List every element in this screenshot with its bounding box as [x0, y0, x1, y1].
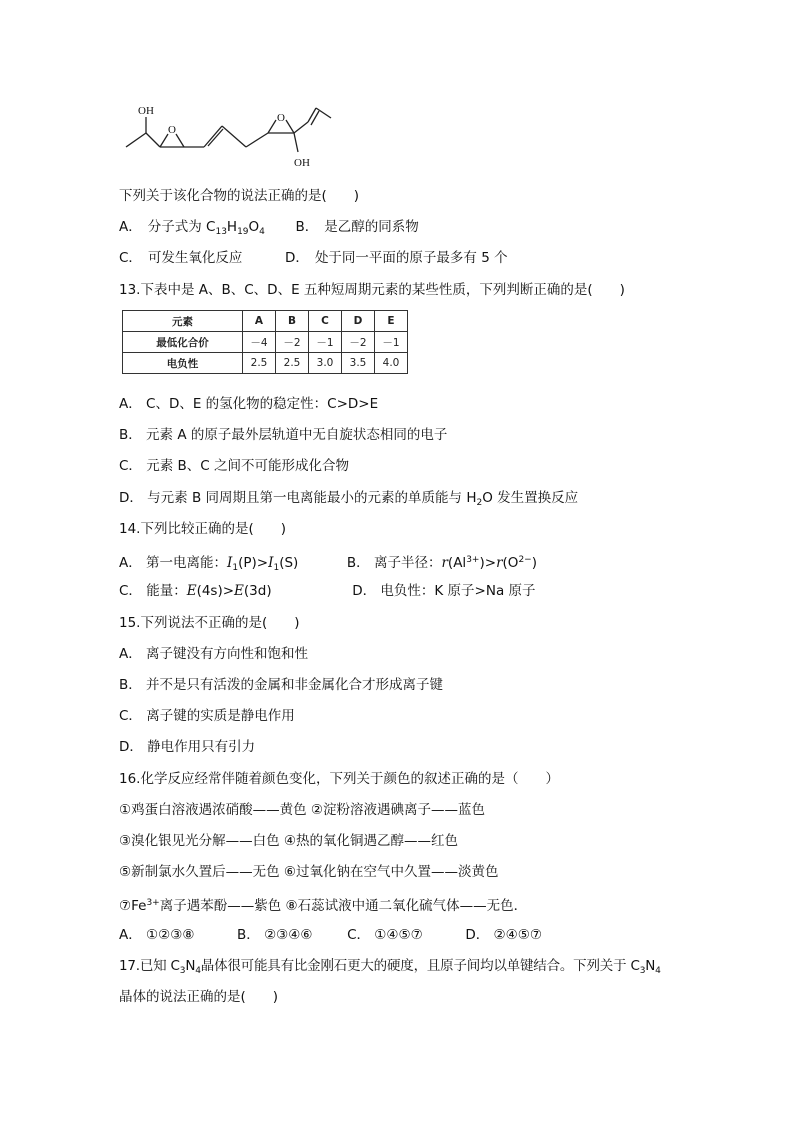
q16-option-a[interactable]: A． ①②③⑧ — [119, 927, 195, 943]
table-cell: 2.5 — [243, 353, 276, 374]
q16-statement-line: ①鸡蛋白溶液遇浓硝酸——黄色 ②淀粉溶液遇碘离子——蓝色 — [119, 802, 485, 818]
structural-formula — [118, 100, 338, 175]
table-header-cell: 元素 — [123, 311, 243, 332]
q15-option-b[interactable]: B． 并不是只有活泼的金属和非金属化合才形成离子键 — [119, 677, 444, 693]
table-cell: －2 — [276, 332, 309, 353]
epoxide-oxygen-1: O — [168, 124, 176, 136]
table-row — [123, 332, 408, 353]
oh-label-bottom: OH — [294, 157, 310, 169]
oh-label-top: OH — [138, 105, 154, 117]
q12-option-d[interactable]: D． 处于同一平面的原子最多有 5 个 — [285, 250, 508, 266]
table-header-row — [123, 311, 408, 332]
table-cell: 4.0 — [375, 353, 408, 374]
epoxide-oxygen-2: O — [277, 112, 285, 124]
table-header-cell: E — [375, 311, 408, 332]
q15-option-c[interactable]: C． 离子键的实质是静电作用 — [119, 708, 295, 724]
q13-option-a[interactable]: A． C、D、E 的氢化物的稳定性：C>D>E — [119, 396, 379, 412]
q16-statement-line: ⑤新制氯水久置后——无色 ⑥过氧化钠在空气中久置——淡黄色 — [119, 864, 499, 880]
q17-stem-line1: 17.已知 $C_3N_4$晶体很可能具有比金刚石更大的硬度，且原子间均以单键结合。下列关于 $C_3N_4$ — [119, 958, 661, 976]
q13-option-d[interactable]: D． 与元素 B 同周期且第一电离能最小的元素的单质能与 $H_2O$ 发生置换反应 — [119, 490, 579, 508]
q12-options-cd — [119, 249, 508, 267]
q15-stem: 15.下列说法不正确的是( ) — [119, 615, 300, 631]
q13-stem: 13.下表中是 A、B、C、D、E 五种短周期元素的某些性质，下列判断正确的是( ) — [119, 282, 625, 298]
q14-option-c[interactable]: C． 能量：E(4s)>E(3d) — [119, 583, 272, 599]
table-header-cell: D — [342, 311, 375, 332]
q13-option-b[interactable]: B． 元素 A 的原子最外层轨道中无自旋状态相同的电子 — [119, 427, 448, 443]
q16-statement-line: $⑦Fe^{3+}$离子遇苯酚——紫色 ⑧石蕊试液中通二氧化硫气体——无色． — [119, 898, 528, 914]
table-header-cell: A — [243, 311, 276, 332]
table-cell: 3.5 — [342, 353, 375, 374]
q16-stem: 16.化学反应经常伴随着颜色变化，下列关于颜色的叙述正确的是（ ） — [119, 771, 559, 787]
q13-option-c[interactable]: C． 元素 B、C 之间不可能形成化合物 — [119, 458, 349, 474]
q14-options-cd — [119, 582, 536, 600]
q16-statement-line: ③溴化银见光分解——白色 ④热的氧化铜遇乙醇——红色 — [119, 833, 458, 849]
table-cell: 3.0 — [309, 353, 342, 374]
q14-stem: 14.下列比较正确的是( ) — [119, 521, 287, 537]
table-row — [123, 353, 408, 374]
table-cell: －1 — [375, 332, 408, 353]
table-row-label: 电负性 — [123, 353, 243, 374]
q15-option-a[interactable]: A． 离子键没有方向性和饱和性 — [119, 646, 309, 662]
q12-option-c[interactable]: C． 可发生氧化反应 — [119, 250, 243, 266]
q14-options-ab — [119, 551, 537, 577]
table-header-cell: B — [276, 311, 309, 332]
q16-option-b[interactable]: B． ②③④⑥ — [237, 927, 313, 943]
q14-option-a[interactable]: A． 第一电离能：$I_1(P)>I_1(S)$ — [119, 555, 299, 573]
table-header-cell: C — [309, 311, 342, 332]
q15-option-d[interactable]: D． 静电作用只有引力 — [119, 739, 256, 755]
q12-options-ab — [119, 218, 419, 241]
q16-options — [119, 926, 542, 944]
table-cell: －4 — [243, 332, 276, 353]
table-row-label: 最低化合价 — [123, 332, 243, 353]
q12-stem: 下列关于该化合物的说法正确的是( ) — [119, 188, 360, 204]
q17-stem-line2: 晶体的说法正确的是( ) — [119, 989, 279, 1005]
q12-option-b[interactable]: B． 是乙醇的同系物 — [295, 219, 419, 235]
table-cell: 2.5 — [276, 353, 309, 374]
table-cell: －2 — [342, 332, 375, 353]
q16-option-c[interactable]: C． ①④⑤⑦ — [347, 927, 423, 943]
element-property-table — [122, 310, 408, 374]
q14-option-d[interactable]: D． 电负性：K 原子>Na 原子 — [352, 583, 536, 599]
q12-option-a[interactable]: A． 分子式为 $C_{13}H_{19}O_4$ — [119, 219, 265, 237]
q16-option-d[interactable]: D． ②④⑤⑦ — [465, 927, 542, 943]
q14-option-b[interactable]: B． 离子半径：$r(Al^{3+})>r(O^{2-})$ — [346, 555, 537, 571]
table-cell: －1 — [309, 332, 342, 353]
